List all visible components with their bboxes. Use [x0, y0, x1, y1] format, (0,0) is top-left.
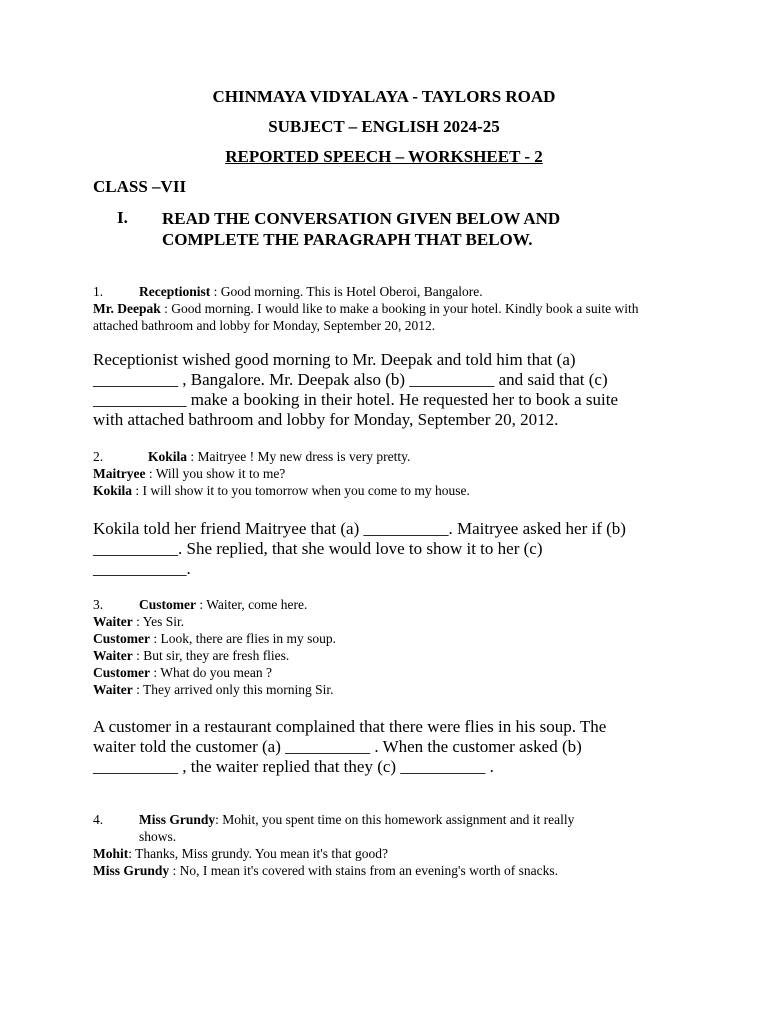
separator: :	[132, 614, 143, 629]
instruction-line: READ THE CONVERSATION GIVEN BELOW AND	[162, 209, 561, 228]
paragraph-line: A customer in a restaurant complained that there were flies in his soup. The	[93, 717, 607, 736]
speaker: Miss Grundy	[93, 863, 170, 878]
class-label: CLASS –VII	[93, 177, 187, 196]
speaker: Kokila	[148, 449, 188, 464]
utterance: Good morning. This is Hotel Oberoi, Bangalore.	[220, 284, 483, 299]
utterance: Thanks, Miss grundy. You mean it's that good?	[135, 846, 388, 861]
q3-dialogue	[93, 596, 693, 698]
dialogue-line	[93, 300, 673, 334]
school-title: CHINMAYA VIDYALAYA - TAYLORS ROAD	[212, 87, 556, 106]
dialogue-line	[93, 448, 693, 465]
utterance: No, I mean it's covered with stains from an evening's worth of snacks.	[179, 863, 558, 878]
dialogue-line	[93, 862, 693, 879]
utterance: Look, there are flies in my soup.	[160, 631, 336, 646]
speaker: Miss Grundy	[139, 812, 216, 827]
separator: :	[132, 682, 144, 697]
paragraph-line: Receptionist wished good morning to Mr. Deepak and told him that (a)	[93, 350, 576, 369]
instruction-line: COMPLETE THE PARAGRAPH THAT BELOW.	[162, 230, 533, 249]
separator: :	[150, 631, 161, 646]
subject-title: SUBJECT – ENGLISH 2024-25	[268, 117, 500, 136]
paragraph-line: __________ , the waiter replied that they (c) __________ .	[93, 757, 494, 776]
paragraph-line: Kokila told her friend Maitryee that (a) __________. Maitryee asked her if (b)	[93, 519, 626, 538]
utterance: Good morning. I would like to make a booking in your hotel. Kindly book a suite with attached bathroom and lobby for Monday, September 20, 2012.	[93, 301, 639, 333]
speaker: Mohit	[93, 846, 129, 861]
utterance: Maitryee ! My new dress is very pretty.	[197, 449, 411, 464]
q4-dialogue	[93, 811, 693, 879]
dialogue-line	[93, 647, 693, 664]
q3-paragraph	[93, 717, 673, 777]
dialogue-line	[93, 482, 693, 499]
speaker: Customer	[93, 665, 150, 680]
separator: :	[132, 483, 143, 498]
speaker: Waiter	[93, 682, 133, 697]
separator: :	[128, 846, 136, 861]
question-number: 1.	[93, 284, 104, 299]
utterance: What do you mean ?	[160, 665, 272, 680]
separator: :	[210, 284, 221, 299]
q2-paragraph	[93, 519, 673, 579]
separator: :	[169, 863, 180, 878]
separator: :	[145, 466, 156, 481]
q2-dialogue	[93, 448, 693, 499]
utterance: Yes Sir.	[142, 614, 185, 629]
paragraph-line: ___________.	[93, 559, 191, 578]
dialogue-line	[93, 664, 693, 681]
dialogue-line	[93, 596, 693, 613]
utterance: They arrived only this morning Sir.	[143, 682, 334, 697]
speaker: Waiter	[93, 648, 133, 663]
dialogue-line	[93, 845, 693, 862]
separator: :	[187, 449, 198, 464]
utterance: I will show it to you tomorrow when you come to my house.	[142, 483, 470, 498]
paragraph-line: __________ , Bangalore. Mr. Deepak also (b) __________ and said that (c)	[93, 370, 608, 389]
q1-dialogue	[93, 283, 693, 334]
dialogue-line	[93, 811, 693, 845]
paragraph-line: with attached bathroom and lobby for Monday, September 20, 2012.	[93, 410, 559, 429]
dialogue-line	[93, 613, 693, 630]
utterance-continuation: shows.	[139, 829, 177, 844]
utterance: But sir, they are fresh flies.	[143, 648, 290, 663]
speaker: Customer	[139, 597, 196, 612]
speaker: Receptionist	[139, 284, 211, 299]
speaker: Customer	[93, 631, 150, 646]
separator: :	[196, 597, 207, 612]
question-number: 3.	[93, 597, 104, 612]
separator: :	[132, 648, 144, 663]
separator: :	[150, 665, 161, 680]
dialogue-line	[93, 283, 693, 300]
dialogue-line	[93, 630, 693, 647]
utterance: Will you show it to me?	[155, 466, 286, 481]
separator: :	[215, 812, 223, 827]
dialogue-line	[93, 681, 693, 698]
section-instruction	[162, 208, 662, 250]
q1-paragraph	[93, 350, 673, 430]
speaker: Kokila	[93, 483, 133, 498]
speaker: Mr. Deepak	[93, 301, 161, 316]
question-number: 2.	[93, 449, 104, 464]
separator: :	[160, 301, 172, 316]
paragraph-line: ___________ make a booking in their hotel. He requested her to book a suite	[93, 390, 618, 409]
utterance: Waiter, come here.	[206, 597, 308, 612]
dialogue-line	[93, 465, 693, 482]
section-number: I.	[117, 208, 128, 227]
speaker: Maitryee	[93, 466, 146, 481]
paragraph-line: waiter told the customer (a) __________ . When the customer asked (b)	[93, 737, 582, 756]
utterance: Mohit, you spent time on this homework assignment and it really	[222, 812, 575, 827]
speaker: Waiter	[93, 614, 133, 629]
paragraph-line: __________. She replied, that she would love to show it to her (c)	[93, 539, 543, 558]
worksheet-title: REPORTED SPEECH – WORKSHEET - 2	[225, 147, 543, 166]
question-number: 4.	[93, 812, 104, 827]
